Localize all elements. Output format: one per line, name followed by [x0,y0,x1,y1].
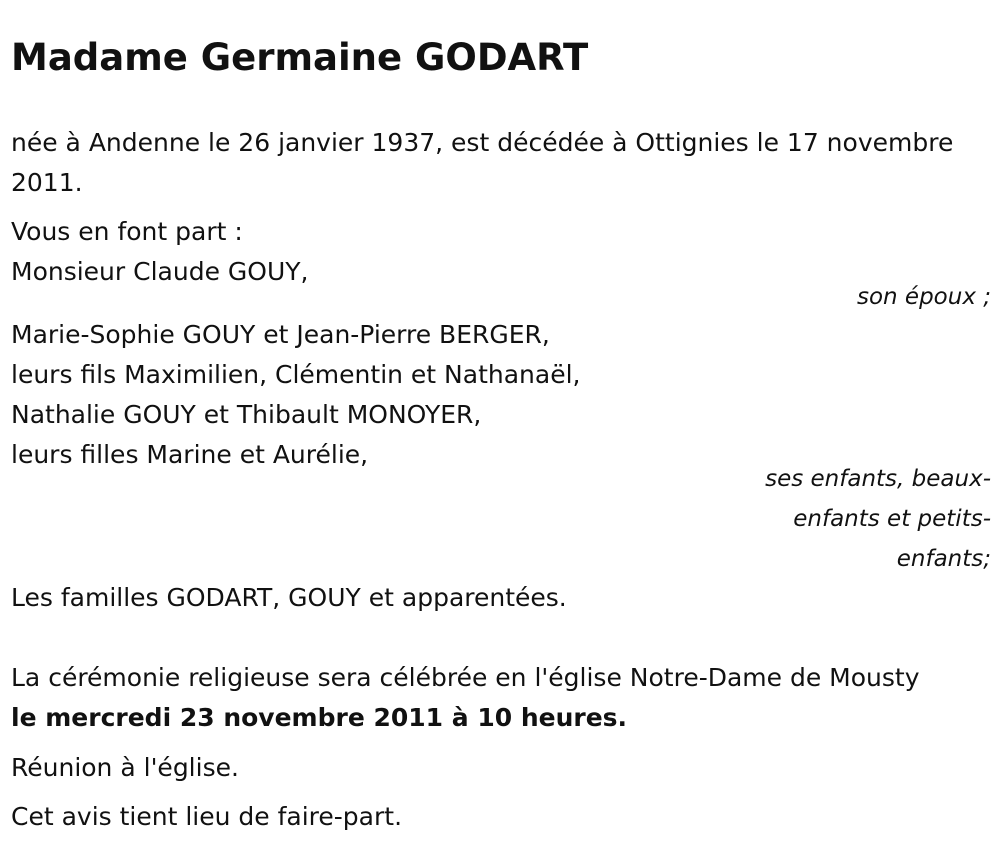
birth-death-line-1: née à Andenne le 26 janvier 1937, est décédée à Ottignies le 17 novembre [11,128,954,157]
child-line-2: leurs fils Maximilien, Clémentin et Nathanaël, [11,360,581,389]
reunion-text: Réunion à l'église. [11,753,239,782]
child-line-1: Marie-Sophie GOUY et Jean-Pierre BERGER, [11,320,550,349]
families-text: Les familles GODART, GOUY et apparentées. [11,583,567,612]
birth-death-line-2: 2011. [11,168,83,197]
ceremony-text: La cérémonie religieuse sera célébrée en l'église Notre-Dame de Mousty [11,663,920,692]
child-line-4: leurs filles Marine et Aurélie, [11,440,369,469]
spouse-name: Monsieur Claude GOUY, [11,257,309,286]
page-title: Madame Germaine GODART [11,36,589,79]
children-role-3: enfants; [896,546,991,572]
ceremony-date: le mercredi 23 novembre 2011 à 10 heures. [11,703,628,732]
children-role-1: ses enfants, beaux- [765,466,991,492]
child-line-3: Nathalie GOUY et Thibault MONOYER, [11,400,482,429]
notice-text: Cet avis tient lieu de faire-part. [11,802,403,831]
children-role-2: enfants et petits- [793,506,991,532]
spouse-role: son époux ; [856,284,991,310]
announce-text: Vous en font part : [11,217,243,246]
